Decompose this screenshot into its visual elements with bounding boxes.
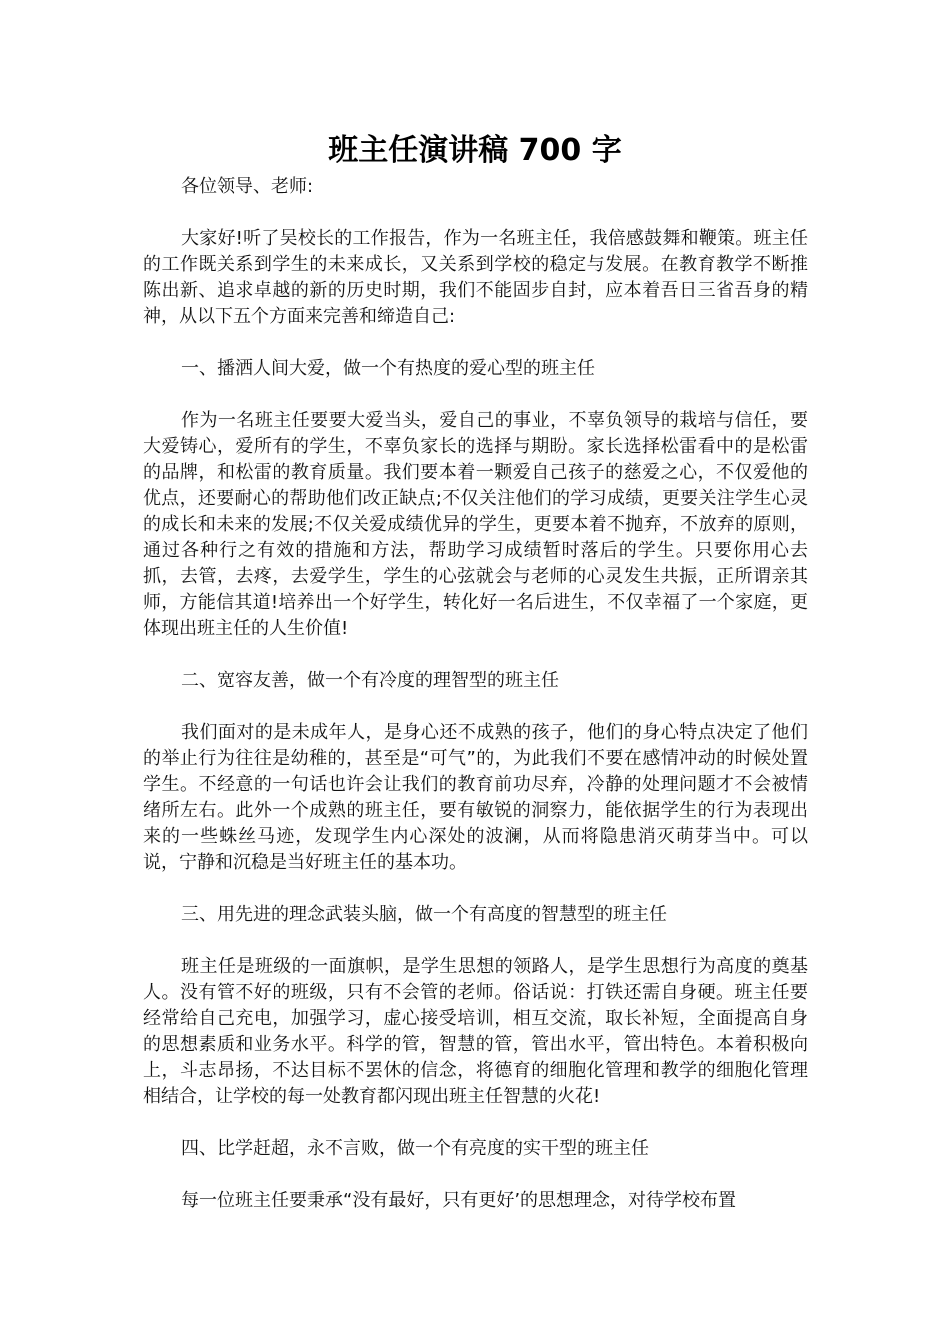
document-title: 班主任演讲稿 700 字 — [328, 133, 622, 168]
paragraph-greeting: 大家好!听了吴校长的工作报告，作为一名班主任，我倍感鼓舞和鞭策。班主任的工作既关系到学生的未来成长，又关系到学校的稳定与发展。在教育教学不断推陈出新、追求卓越的新的历史时期，我们不能固步自封，应本着吾日三省吾身的精神，从以下五个方面来完善和缔造自己: — [143, 228, 808, 327]
section-heading-4: 四、比学赶超，永不言败，做一个有亮度的实干型的班主任 — [181, 1138, 649, 1159]
salutation: 各位领导、老师: — [181, 176, 314, 197]
document-body — [143, 174, 808, 1214]
paragraph-section-1: 作为一名班主任要要大爱当头，爱自己的事业，不辜负领导的栽培与信任，要大爱铸心，爱所有的学生，不辜负家长的选择与期盼。家长选择松雷看中的是松雷的品牌，和松雷的教育质量。我们要本着一颗爱自己孩子的慈爱之心，不仅爱他的优点，还要耐心的帮助他们改正缺点;不仅关注他们的学习成绩，更要关注学生心灵的成长和未来的发展;不仅关爱成绩优异的学生，更要本着不抛弃，不放弃的原则，通过各种行之有效的措施和方法，帮助学习成绩暂时落后的学生。只要你用心去抓，去管，去疼，去爱学生，学生的心弦就会与老师的心灵发生共振，正所谓亲其师，方能信其道!培养出一个好学生，转化好一名后进生，不仅幸福了一个家庭，更体现出班主任的人生价值! — [143, 410, 808, 639]
section-heading-3: 三、用先进的理念武装头脑，做一个有高度的智慧型的班主任 — [181, 904, 667, 925]
section-heading-2: 二、宽容友善，做一个有冷度的理智型的班主任 — [181, 670, 559, 691]
paragraph-section-2: 我们面对的是未成年人，是身心还不成熟的孩子，他们的身心特点决定了他们的举止行为往往是幼稚的，甚至是“可气”的，为此我们不要在感情冲动的时候处置学生。不经意的一句话也许会让我们的教育前功尽弃，冷静的处理问题才不会被情绪所左右。此外一个成熟的班主任，要有敏锐的洞察力，能依据学生的行为表现出来的一些蛛丝马迹，发现学生内心深处的波澜，从而将隐患消灭萌芽当中。可以说，宁静和沉稳是当好班主任的基本功。 — [143, 722, 808, 873]
paragraph-section-3: 班主任是班级的一面旗帜，是学生思想的领路人，是学生思想行为高度的奠基人。没有管不好的班级，只有不会管的老师。俗话说：打铁还需自身硬。班主任要经常给自己充电，加强学习，虚心接受培训，相互交流，取长补短，全面提高自身的思想素质和业务水平。科学的管，智慧的管，管出水平，管出特色。本着积极向上，斗志昂扬，不达目标不罢休的信念，将德育的细胞化管理和教学的细胞化管理相结合，让学校的每一处教育都闪现出班主任智慧的火花! — [143, 956, 808, 1107]
section-heading-1: 一、播洒人间大爱，做一个有热度的爱心型的班主任 — [181, 358, 595, 379]
paragraph-section-4: 每一位班主任要秉承“没有最好，只有更好’的思想理念，对待学校布置 — [181, 1190, 737, 1211]
